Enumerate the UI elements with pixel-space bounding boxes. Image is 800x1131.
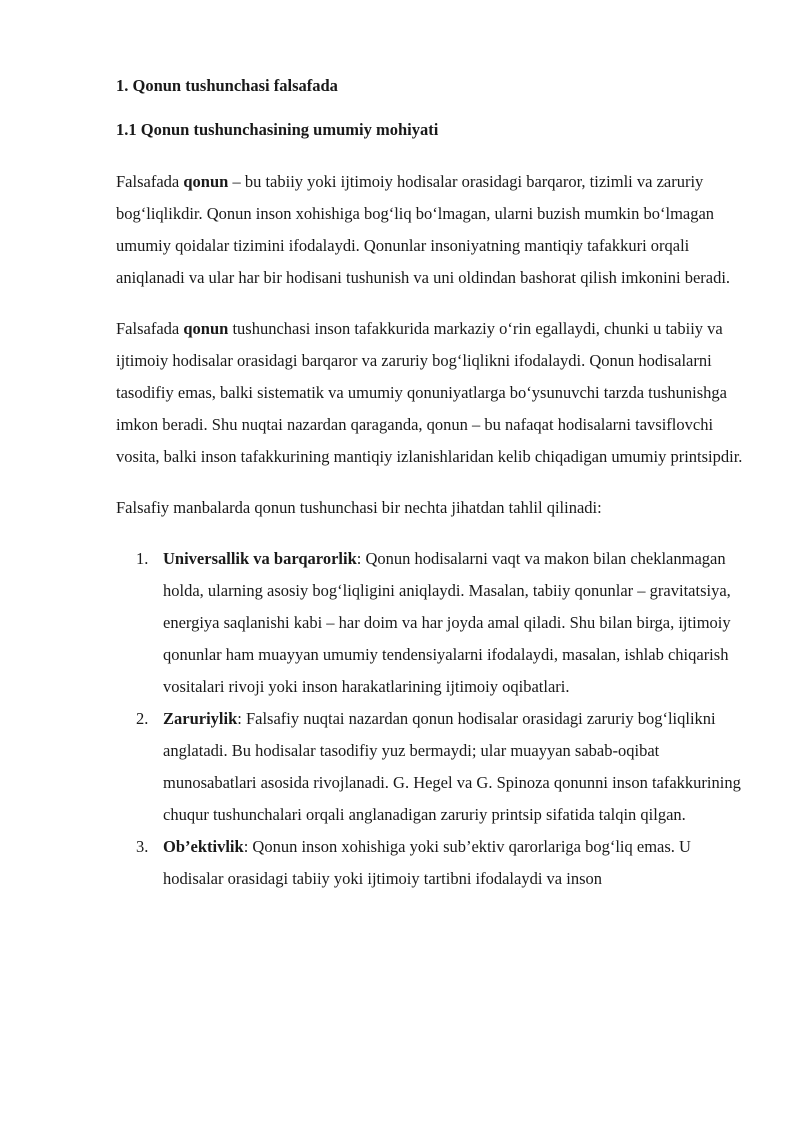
list-item-title: Zaruriylik: [163, 709, 238, 728]
paragraph-1-post: – bu tabiiy yoki ijtimoiy hodisalar orasidagi barqaror, tizimli va zaruriy bog‘liqlikdir. Qonun inson xohishiga bog‘liq bo‘lmagan, ularni buzish mumkin bo‘lmagan umumiy qoidalar tizimini ifodalaydi. Qonunlar insoniyatning mantiqiy tafakkuri orqali aniqlanadi va ular har bir hodisani tushunish va uni oldindan bashorat qilish imkonini beradi.: [116, 172, 731, 287]
paragraph-1: [116, 166, 746, 294]
paragraph-2-bold: qonun: [183, 319, 229, 338]
paragraph-2: [116, 313, 746, 473]
paragraph-2-post: tushunchasi inson tafakkurida markaziy o‘rin egallaydi, chunki u tabiiy va ijtimoiy hodisalar orasidagi barqaror va zaruriy bog‘liqlikni ifodalaydi. Qonun hodisalarni tasodifiy emas, balki sistematik va umumiy qonuniyatlarga bo‘ysunuvchi tarzda tushunishga imkon beradi. Shu nuqtai nazardan qaraganda, qonun – bu nafaqat hodisalarni tavsiflovchi vosita, balki inson tafakkurining mantiqiy izlanishlaridan kelib chiqadigan umumiy printsipdir.: [116, 319, 743, 466]
document-page: [116, 70, 746, 895]
list-item-number: 2.: [136, 709, 149, 728]
paragraph-3: Falsafiy manbalarda qonun tushunchasi bir nechta jihatdan tahlil qilinadi:: [116, 498, 602, 517]
list-item-text: : Qonun inson xohishiga yoki sub’ektiv qarorlariga bog‘liq emas. U hodisalar orasidagi tabiiy yoki ijtimoiy tartibni ifodalaydi va inson: [163, 837, 691, 888]
list-item-title: Ob’ektivlik: [163, 837, 244, 856]
paragraph-2-pre: Falsafada: [116, 319, 184, 338]
list-item-text: : Qonun hodisalarni vaqt va makon bilan cheklanmagan holda, ularning asosiy bog‘liqligini aniqlaydi. Masalan, tabiiy qonunlar – gravitatsiya, energiya saqlanishi kabi – har doim va har joyda amal qiladi. Shu bilan birga, ijtimoiy qonunlar ham muayyan umumiy tendensiyalarni ifodalaydi, masalan, ishlab chiqarish vositalari rivoji yoki inson harakatlarining ijtimoiy oqibatlari.: [163, 549, 731, 696]
list-item-number: 3.: [136, 837, 149, 856]
section-heading: 1. Qonun tushunchasi falsafada: [116, 76, 338, 95]
list-item-title: Universallik va barqarorlik: [163, 549, 357, 568]
numbered-list: [116, 543, 746, 895]
list-item: [116, 703, 746, 831]
list-item: [116, 543, 746, 703]
list-item-text: : Falsafiy nuqtai nazardan qonun hodisalar orasidagi zaruriy bog‘liqlikni anglatadi. Bu hodisalar tasodifiy yuz bermaydi; ular muayyan sabab-oqibat munosabatlari asosida rivojlanadi. G. Hegel va G. Spinoza qonunni inson tafakkurining chuqur tushunchalari orqali anglanadigan zaruriy printsip sifatida talqin qilgan.: [163, 709, 741, 824]
list-item: [116, 831, 746, 895]
subsection-heading: 1.1 Qonun tushunchasining umumiy mohiyati: [116, 120, 439, 139]
paragraph-1-pre: Falsafada: [116, 172, 184, 191]
list-item-number: 1.: [136, 549, 149, 568]
paragraph-1-bold: qonun: [183, 172, 229, 191]
